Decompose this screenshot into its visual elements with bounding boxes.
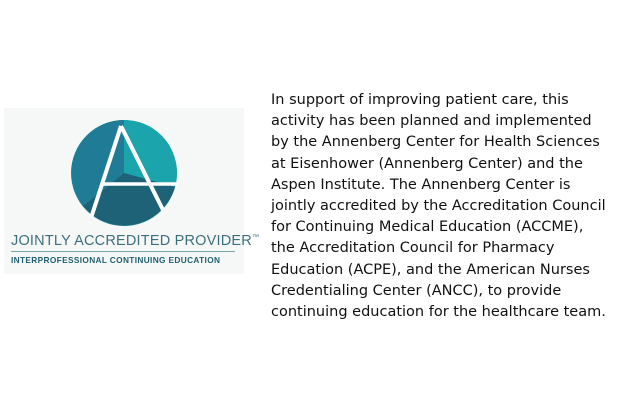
logo-tagline: INTERPROFESSIONAL CONTINUING EDUCATION: [11, 255, 221, 265]
accreditation-statement: In support of improving patient care, this activity has been planned and implemented by the Annenberg Center for Health Sciences at Eisenhower (Annenberg Center) and the Aspen Institute. The Annenberg Center is jointly accredited by the Accreditation Council for Continuing Medical Education (ACCME), the Accreditation Council for Pharmacy Education (ACPE), and the American Nurses Credentialing Center (ANCC), to provide continuing education for the healthcare team.: [271, 92, 606, 321]
logo-divider: [11, 251, 235, 252]
trademark-symbol: ™: [251, 234, 260, 241]
logo-wordmark: [11, 233, 259, 249]
triangle-in-circle-icon: [69, 118, 179, 228]
logo-wordmark-text: JOINTLY ACCREDITED PROVIDER: [11, 233, 252, 249]
jointly-accredited-provider-logo: [4, 108, 260, 274]
